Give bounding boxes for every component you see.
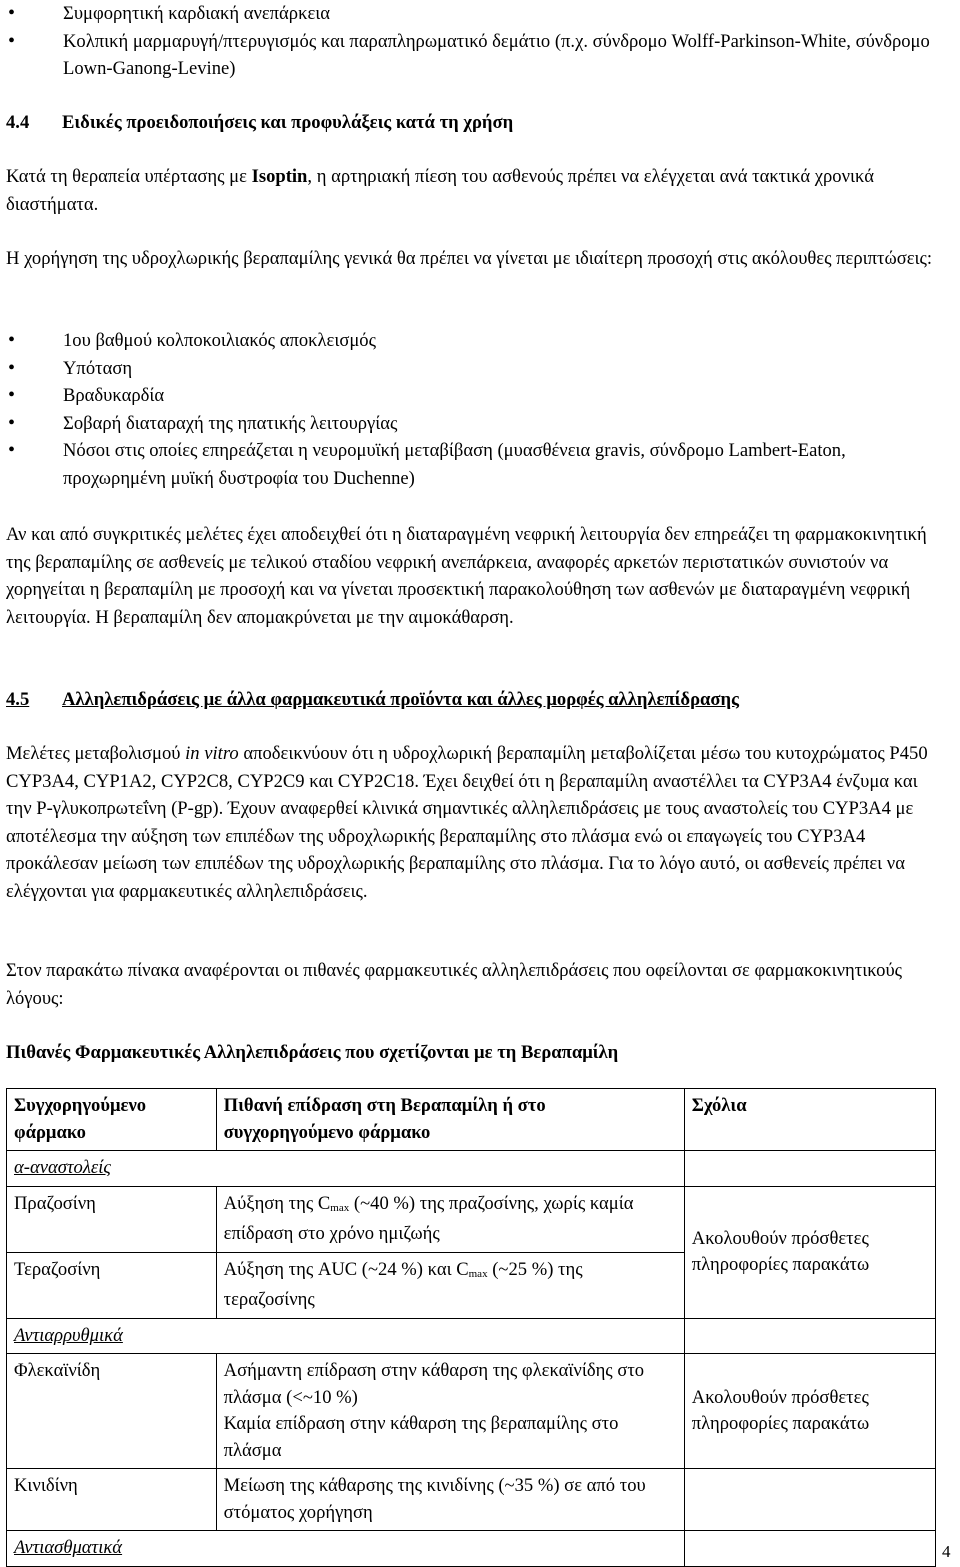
caution-list: [6, 327, 946, 492]
paragraph: Αν και από συγκριτικές μελέτες έχει αποδειχθεί ότι η διαταραγμένη νεφρική λειτουργία δεν επηρεάζει τη φαρμακοκινητική της βεραπαμίλης σε ασθενείς με τελικού σταδίου νεφρική ανεπάρκεια, αναφορές αρκετών περιστατικών συνιστούν να χορηγείται η βεραπαμίλη με προσοχή και να γίνεται προσεκτική παρακολούθηση των ασθενών με διαταραγμένη νεφρική λειτουργία. Η βεραπαμίλη δεν απομακρύνεται με την αιμοκάθαρση.: [6, 524, 927, 628]
table-header-row: [7, 1089, 936, 1151]
effect-cell: [216, 1252, 684, 1318]
text-run: Κατά τη θεραπεία υπέρτασης με: [6, 166, 252, 187]
section-number: 4.5: [6, 689, 30, 710]
list-item: • Συμφορητική καρδιακή ανεπάρκεια: [6, 0, 946, 28]
text-run: (~40 %) της πραζοσίνης, χωρίς καμία επίδραση στο χρόνο ημιζωής: [223, 1192, 634, 1244]
paragraph: [6, 740, 946, 905]
list-item: • 1ου βαθμού κολποκοιλιακός αποκλεισμός: [6, 327, 946, 355]
header-text: Σχόλια: [691, 1095, 747, 1116]
effect-line: Ασήμαντη επίδραση στην κάθαρση της φλεκαϊνίδης στο πλάσμα (<~10 %): [223, 1360, 645, 1408]
text-run: Αύξηση της C: [223, 1192, 331, 1214]
table-row: [7, 1354, 936, 1469]
category-cell: Αντιασθματικά: [7, 1531, 685, 1567]
subscript: max: [330, 1201, 350, 1214]
list-item: • Βραδυκαρδία: [6, 382, 946, 410]
drug-cell: Πραζοσίνη: [7, 1186, 217, 1252]
table-title: Πιθανές Φαρμακευτικές Αλληλεπιδράσεις που σχετίζονται με τη Βεραπαμίλη: [6, 1042, 619, 1063]
section-4-5-heading: [6, 686, 946, 714]
table-header-cell: [7, 1089, 217, 1151]
text-run: Μελέτες μεταβολισμού: [6, 743, 186, 764]
contraindications-list: [6, 0, 946, 83]
table-row: [7, 1151, 936, 1187]
table-cell: [684, 1318, 935, 1354]
drug-cell: Κινιδίνη: [7, 1469, 217, 1531]
text-run: , η αρτηριακή πίεση του ασθενούς πρέπει να ελέγχεται ανά τακτικά χρονικά διαστήματα.: [6, 166, 874, 215]
paragraph: Η χορήγηση της υδροχλωρικής βεραπαμίλης γενικά θα πρέπει να γίνεται με ιδιαίτερη προσοχή στις ακόλουθες περιπτώσεις:: [6, 248, 933, 269]
effect-cell: [216, 1186, 684, 1252]
table-cell: [684, 1151, 935, 1187]
effect-cell: Μείωση της κάθαρσης της κινιδίνης (~35 %) σε από του στόματος χορήγηση: [216, 1469, 684, 1531]
list-item: • Υπόταση: [6, 355, 946, 383]
section-4-4-heading: [6, 109, 946, 137]
table-header-cell: [684, 1089, 935, 1151]
category-cell: Αντιαρρυθμικά: [7, 1318, 685, 1354]
effect-cell: [216, 1354, 684, 1469]
text-run: αποδεικνύουν ότι η υδροχλωρική βεραπαμίλη μεταβολίζεται μέσω του κυτοχρώματος P450 CYP3A4, CYP1A2, CYP2C8, CYP2C9 και CYP2C18. Έχει δειχθεί ότι η βεραπαμίλη αναστέλλει τα CYP3A4 ένζυμα και την P-γλυκοπρωτεΐνη (P-gp). Έχουν αναφερθεί κλινικά σημαντικές αλληλεπιδράσεις με τους αναστολείς του CYP3A4 με αποτέλεσμα την αύξηση των επιπέδων της υδροχλωρικής βεραπαμίλης στο πλάσμα ενώ οι επαγωγείς του CYP3A4 προκάλεσαν μείωση των επιπέδων της υδροχλωρικής βεραπαμίλης στο πλάσμα. Για το λόγο αυτό, οι ασθενείς πρέπει να ελέγχονται για φαρμακευτικές αλληλεπιδράσεις.: [6, 743, 928, 902]
header-text: Συγχορηγούμενο φάρμακο: [14, 1095, 147, 1143]
italic-term: in vitro: [185, 743, 239, 764]
table-row: [7, 1531, 936, 1567]
table-row: [7, 1186, 936, 1252]
drug-cell: Τεραζοσίνη: [7, 1252, 217, 1318]
text-run: Αύξηση της AUC (~24 %) και C: [223, 1258, 469, 1280]
table-cell: [684, 1469, 935, 1531]
comment-cell: Ακολουθούν πρόσθετες πληροφορίες παρακάτω: [684, 1186, 935, 1318]
table-cell: [684, 1531, 935, 1567]
page-number: 4: [942, 1542, 951, 1561]
comment-cell: Ακολουθούν πρόσθετες πληροφορίες παρακάτω: [684, 1354, 935, 1469]
list-item: • Νόσοι στις οποίες επηρεάζεται η νευρομυϊκή μεταβίβαση (μυασθένεια gravis, σύνδρομο Lambert-Eaton, προχωρημένη μυϊκή δυστροφία του Duchenne): [6, 437, 946, 492]
category-cell: α-αναστολείς: [7, 1151, 685, 1187]
text-run: (~25 %) της τεραζοσίνης: [223, 1258, 583, 1310]
drug-cell: Φλεκαϊνίδη: [7, 1354, 217, 1469]
product-name: Isoptin: [251, 166, 308, 187]
effect-line: Καμία επίδραση στην κάθαρση της βεραπαμίλης στο πλάσμα: [223, 1413, 619, 1461]
table-row: [7, 1469, 936, 1531]
table-header-cell: [216, 1089, 684, 1151]
paragraph: [6, 163, 946, 218]
table-row: [7, 1318, 936, 1354]
interactions-table: [6, 1088, 936, 1567]
list-item: • Κολπική μαρμαρυγή/πτερυγισμός και παραπληρωματικό δεμάτιο (π.χ. σύνδρομο Wolff-Parkinson-White, σύνδρομο Lown-Ganong-Levine): [6, 28, 946, 83]
list-item: • Σοβαρή διαταραχή της ηπατικής λειτουργίας: [6, 410, 946, 438]
section-number: 4.4: [6, 112, 30, 133]
header-text: Πιθανή επίδραση στη Βεραπαμίλη ή στο συγχορηγούμενο φάρμακο: [223, 1095, 546, 1143]
section-title: Ειδικές προειδοποιήσεις και προφυλάξεις κατά τη χρήση: [62, 112, 514, 133]
section-title: Αλληλεπιδράσεις με άλλα φαρμακευτικά προϊόντα και άλλες μορφές αλληλεπίδρασης: [62, 689, 739, 710]
paragraph: Στον παρακάτω πίνακα αναφέρονται οι πιθανές φαρμακευτικές αλληλεπιδράσεις που οφείλονται σε φαρμακοκινητικούς λόγους:: [6, 960, 903, 1009]
subscript: max: [468, 1267, 488, 1280]
